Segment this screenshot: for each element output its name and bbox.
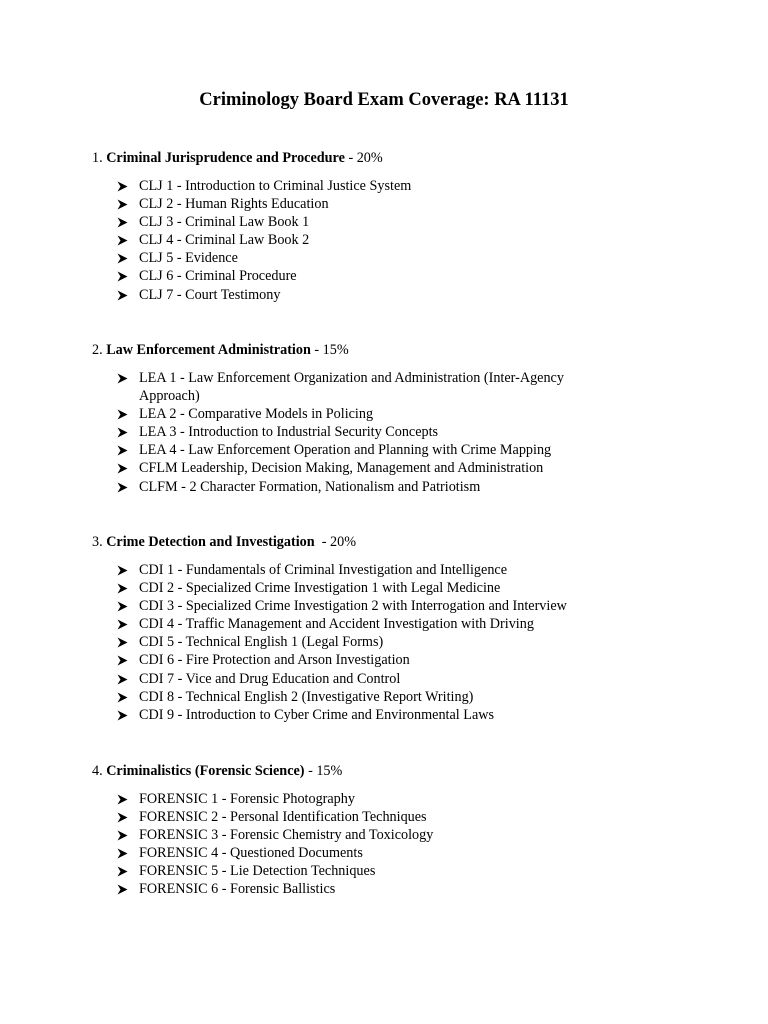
subject-label: CDI 4 - Traffic Management and Accident Investigation with Driving	[139, 616, 534, 633]
list-item	[92, 213, 609, 231]
list-item	[92, 286, 609, 304]
subject-label: LEA 3 - Introduction to Industrial Security Concepts	[139, 424, 439, 441]
section-number: 1.	[92, 150, 103, 166]
section-heading	[92, 533, 732, 551]
subject-label: CDI 7 - Vice and Drug Education and Control	[139, 670, 401, 687]
list-item	[92, 597, 659, 615]
subject-list	[92, 790, 732, 899]
list-item	[92, 369, 609, 405]
list-item	[92, 670, 659, 688]
subject-label: CDI 2 - Specialized Crime Investigation 1 with Legal Medicine	[139, 580, 501, 597]
arrow-bullet-icon	[117, 373, 128, 384]
subject-list	[92, 369, 732, 496]
subject-label: FORENSIC 6 - Forensic Ballistics	[139, 881, 336, 898]
subject-list	[92, 561, 732, 724]
section-name: Crime Detection and Investigation	[106, 534, 315, 550]
section-weight: - 15%	[310, 342, 349, 358]
arrow-bullet-icon	[117, 674, 128, 685]
subject-label: CDI 6 - Fire Protection and Arson Investigation	[139, 652, 410, 669]
subject-label: CLJ 2 - Human Rights Education	[139, 196, 329, 213]
list-item	[92, 478, 609, 496]
section-name: Criminal Jurisprudence and Procedure	[106, 150, 345, 166]
list-item	[92, 231, 609, 249]
subject-label: CLJ 4 - Criminal Law Book 2	[139, 232, 310, 249]
arrow-bullet-icon	[117, 848, 128, 859]
arrow-bullet-icon	[117, 463, 128, 474]
list-item	[92, 808, 609, 826]
subject-label: FORENSIC 2 - Personal Identification Techniques	[139, 809, 427, 826]
section-crime-detection	[92, 533, 732, 724]
list-item	[92, 688, 659, 706]
section-law-enforcement	[92, 341, 732, 496]
arrow-bullet-icon	[117, 655, 128, 666]
arrow-bullet-icon	[117, 866, 128, 877]
arrow-bullet-icon	[117, 427, 128, 438]
subject-label: CFLM Leadership, Decision Making, Management and Administration	[139, 460, 544, 477]
arrow-bullet-icon	[117, 199, 128, 210]
arrow-bullet-icon	[117, 565, 128, 576]
subject-label: CLJ 7 - Court Testimony	[139, 286, 281, 303]
arrow-bullet-icon	[117, 619, 128, 630]
subject-label: CDI 3 - Specialized Crime Investigation 2 with Interrogation and Interview	[139, 598, 567, 615]
section-number: 4.	[92, 763, 103, 779]
subject-list	[92, 177, 732, 304]
arrow-bullet-icon	[117, 830, 128, 841]
subject-label: CDI 5 - Technical English 1 (Legal Forms)	[139, 634, 384, 651]
subject-label: FORENSIC 4 - Questioned Documents	[139, 845, 363, 862]
arrow-bullet-icon	[117, 409, 128, 420]
list-item	[92, 880, 609, 898]
arrow-bullet-icon	[117, 290, 128, 301]
section-name: Criminalistics (Forensic Science)	[106, 763, 305, 779]
section-heading	[92, 341, 732, 359]
list-item	[92, 267, 609, 285]
subject-label: LEA 1 - Law Enforcement Organization and Administration (Inter-Agency Approach)	[139, 370, 564, 405]
section-number: 2.	[92, 342, 103, 358]
arrow-bullet-icon	[117, 812, 128, 823]
subject-label: LEA 2 - Comparative Models in Policing	[139, 406, 374, 423]
section-criminalistics	[92, 762, 732, 899]
list-item	[92, 826, 609, 844]
section-weight: - 15%	[304, 763, 343, 779]
arrow-bullet-icon	[117, 217, 128, 228]
list-item	[92, 579, 659, 597]
subject-label: LEA 4 - Law Enforcement Operation and Planning with Crime Mapping	[139, 442, 552, 459]
list-item	[92, 441, 659, 459]
arrow-bullet-icon	[117, 601, 128, 612]
arrow-bullet-icon	[117, 583, 128, 594]
arrow-bullet-icon	[117, 445, 128, 456]
section-name: Law Enforcement Administration	[106, 342, 311, 358]
subject-label: CLFM - 2 Character Formation, Nationalism and Patriotism	[139, 478, 481, 495]
list-item	[92, 177, 609, 195]
arrow-bullet-icon	[117, 884, 128, 895]
subject-label: FORENSIC 1 - Forensic Photography	[139, 791, 355, 807]
list-item	[92, 633, 659, 651]
list-item	[92, 615, 659, 633]
subject-label: CDI 8 - Technical English 2 (Investigative Report Writing)	[139, 688, 474, 705]
list-item	[92, 195, 609, 213]
list-item	[92, 862, 609, 880]
section-heading	[92, 149, 732, 167]
arrow-bullet-icon	[117, 181, 128, 192]
subject-label: CLJ 6 - Criminal Procedure	[139, 268, 297, 285]
subject-label: CDI 9 - Introduction to Cyber Crime and Environmental Laws	[139, 706, 495, 723]
section-criminal-jurisprudence	[92, 149, 732, 304]
section-weight: - 20%	[344, 150, 383, 166]
subject-label: CLJ 5 - Evidence	[139, 250, 238, 267]
arrow-bullet-icon	[117, 794, 128, 805]
subject-label: FORENSIC 5 - Lie Detection Techniques	[139, 863, 376, 880]
list-item	[92, 423, 609, 441]
list-item	[92, 790, 609, 808]
list-item	[92, 844, 609, 862]
list-item	[92, 405, 609, 423]
subject-label: FORENSIC 3 - Forensic Chemistry and Toxicology	[139, 827, 434, 844]
subject-label: CLJ 1 - Introduction to Criminal Justice System	[139, 178, 412, 194]
arrow-bullet-icon	[117, 253, 128, 264]
section-number: 3.	[92, 534, 103, 550]
section-heading	[92, 762, 732, 780]
arrow-bullet-icon	[117, 692, 128, 703]
arrow-bullet-icon	[117, 271, 128, 282]
subject-label: CDI 1 - Fundamentals of Criminal Investigation and Intelligence	[139, 562, 508, 578]
list-item	[92, 459, 659, 477]
list-item	[92, 651, 659, 669]
list-item	[92, 561, 659, 579]
arrow-bullet-icon	[117, 710, 128, 721]
list-item	[92, 706, 659, 724]
list-item	[92, 249, 609, 267]
section-weight: - 20%	[314, 534, 357, 550]
subject-label: CLJ 3 - Criminal Law Book 1	[139, 214, 310, 231]
arrow-bullet-icon	[117, 235, 128, 246]
document-title: Criminology Board Exam Coverage: RA 11131	[199, 90, 569, 110]
arrow-bullet-icon	[117, 482, 128, 493]
arrow-bullet-icon	[117, 637, 128, 648]
